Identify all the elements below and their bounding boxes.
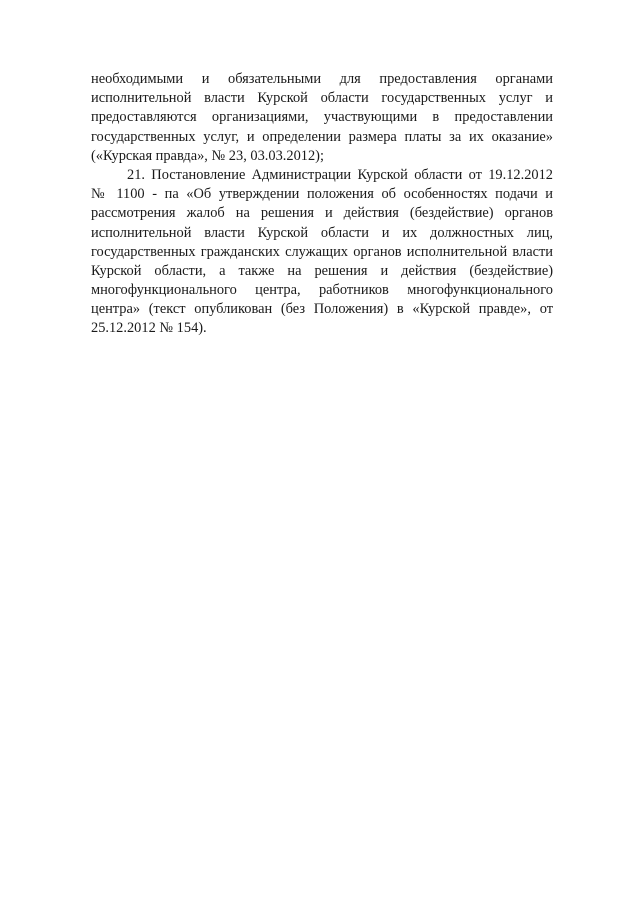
- text-line: государственных услуг, и определении размера платы за их оказание»: [91, 128, 553, 145]
- text-line: № 1100 - па «Об утверждении положения об особенностях подачи и: [91, 186, 553, 203]
- text-line: предоставляются организациями, участвующими в предоставлении: [91, 109, 553, 126]
- paragraph-1: [91, 70, 553, 166]
- text-line: государственных гражданских служащих органов исполнительной власти: [91, 243, 553, 260]
- document-body: [91, 70, 553, 339]
- text-line: («Курская правда», № 23, 03.03.2012);: [91, 147, 324, 164]
- text-line: многофункционального центра, работников многофункционального: [91, 282, 553, 299]
- text-line: рассмотрения жалоб на решения и действия (бездействие) органов: [91, 205, 553, 222]
- text-line: 21. Постановление Администрации Курской области от 19.12.2012: [127, 166, 553, 183]
- text-line: исполнительной власти Курской области государственных услуг и: [91, 90, 553, 107]
- text-line: необходимыми и обязательными для предоставления органами: [91, 71, 553, 87]
- paragraph-2: [91, 166, 553, 339]
- text-line: Курской области, а также на решения и действия (бездействие): [91, 262, 553, 279]
- text-line: центра» (текст опубликован (без Положения) в «Курской правде», от: [91, 301, 553, 318]
- text-line: 25.12.2012 № 154).: [91, 320, 207, 337]
- text-line: исполнительной власти Курской области и их должностных лиц,: [91, 224, 553, 241]
